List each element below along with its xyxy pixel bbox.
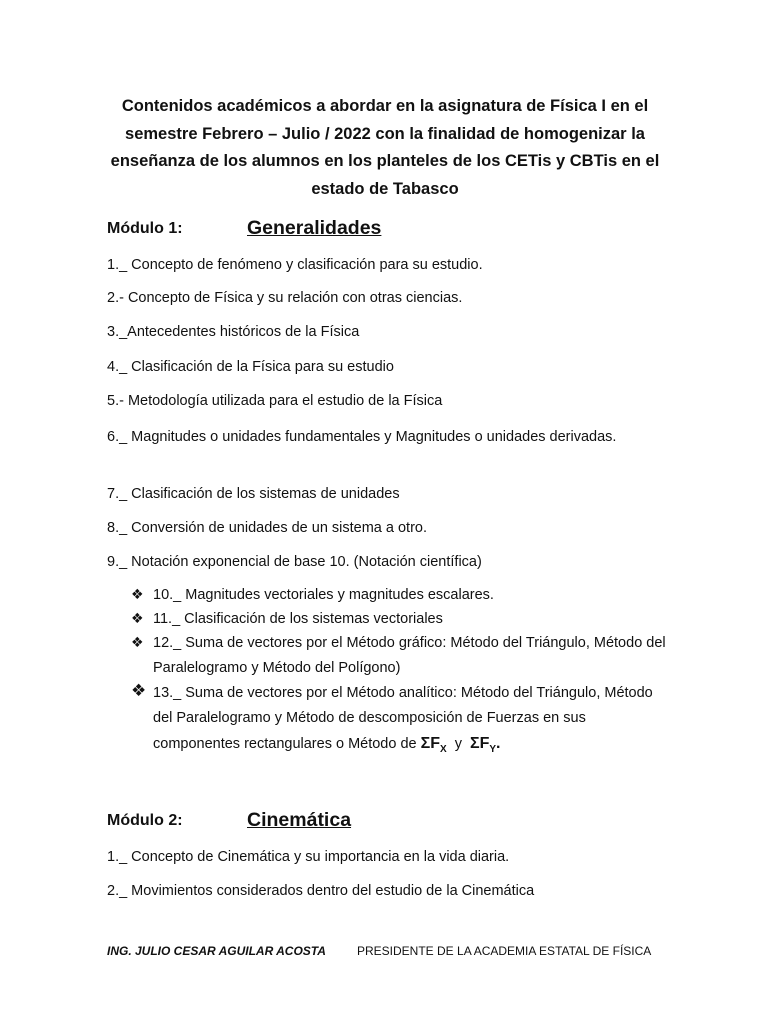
list-item: 3._Antecedentes históricos de la Física — [107, 324, 360, 340]
list-item: 12._ Suma de vectores por el Método gráfico: Método del Triángulo, Método del Paralelogramo y Método del Polígono) — [153, 635, 666, 676]
document-title: Contenidos académicos a abordar en la asignatura de Física I en el semestre Febrero – Julio / 2022 con la finalidad de homogenizar la enseñanza de los alumnos en los planteles de los CETis y CBTis en el estado de Tabasco — [110, 97, 660, 198]
module-2-label: Módulo 2: — [107, 812, 183, 829]
list-item: 9._ Notación exponencial de base 10. (Notación científica) — [107, 554, 482, 570]
list-item: 5.- Metodología utilizada para el estudio de la Física — [107, 393, 443, 409]
list-item: 4._ Clasificación de la Física para su estudio — [107, 359, 394, 375]
sum-fx: $\Sigma F_X$ — [420, 735, 447, 756]
footer-position: PRESIDENTE DE LA ACADEMIA ESTATAL DE FÍSICA — [357, 944, 652, 958]
list-item: 2.- Concepto de Física y su relación con otras ciencias. — [107, 290, 463, 306]
conjunction: y — [454, 736, 462, 752]
list-item: 8._ Conversión de unidades de un sistema a otro. — [107, 520, 428, 536]
module-2-name: Cinemática — [247, 809, 352, 831]
list-item: 6._ Magnitudes o unidades fundamentales y Magnitudes o unidades derivadas. — [107, 429, 617, 445]
module-1-label: Módulo 1: — [107, 220, 183, 237]
module-1-name: Generalidades — [247, 217, 382, 239]
sum-fy: $\Sigma F_Y$. — [469, 735, 501, 756]
diamond-bullet-icon: ❖ — [131, 634, 144, 650]
item-13-text: 13._ Suma de vectores por el Método analítico: Método del Triángulo, Método del Paralelogramo y Método de descomposición de Fuerzas en sus componentes rectangulares o Método de — [153, 685, 653, 752]
footer-author: ING. JULIO CESAR AGUILAR ACOSTA — [107, 944, 326, 958]
list-item: 1._ Concepto de fenómeno y clasificación para su estudio. — [107, 257, 483, 273]
list-item: 1._ Concepto de Cinemática y su importancia en la vida diaria. — [107, 849, 510, 865]
list-item-13 — [153, 681, 673, 762]
list-item: 7._ Clasificación de los sistemas de unidades — [107, 486, 400, 502]
diamond-bullet-icon: ❖ — [131, 586, 144, 602]
diamond-bullet-icon: ❖ — [131, 610, 144, 626]
list-item: 10._ Magnitudes vectoriales y magnitudes escalares. — [153, 587, 494, 603]
diamond-bullet-icon: ❖ — [131, 681, 147, 700]
list-item: 2._ Movimientos considerados dentro del estudio de la Cinemática — [107, 883, 535, 899]
list-item: 11._ Clasificación de los sistemas vectoriales — [153, 611, 443, 627]
